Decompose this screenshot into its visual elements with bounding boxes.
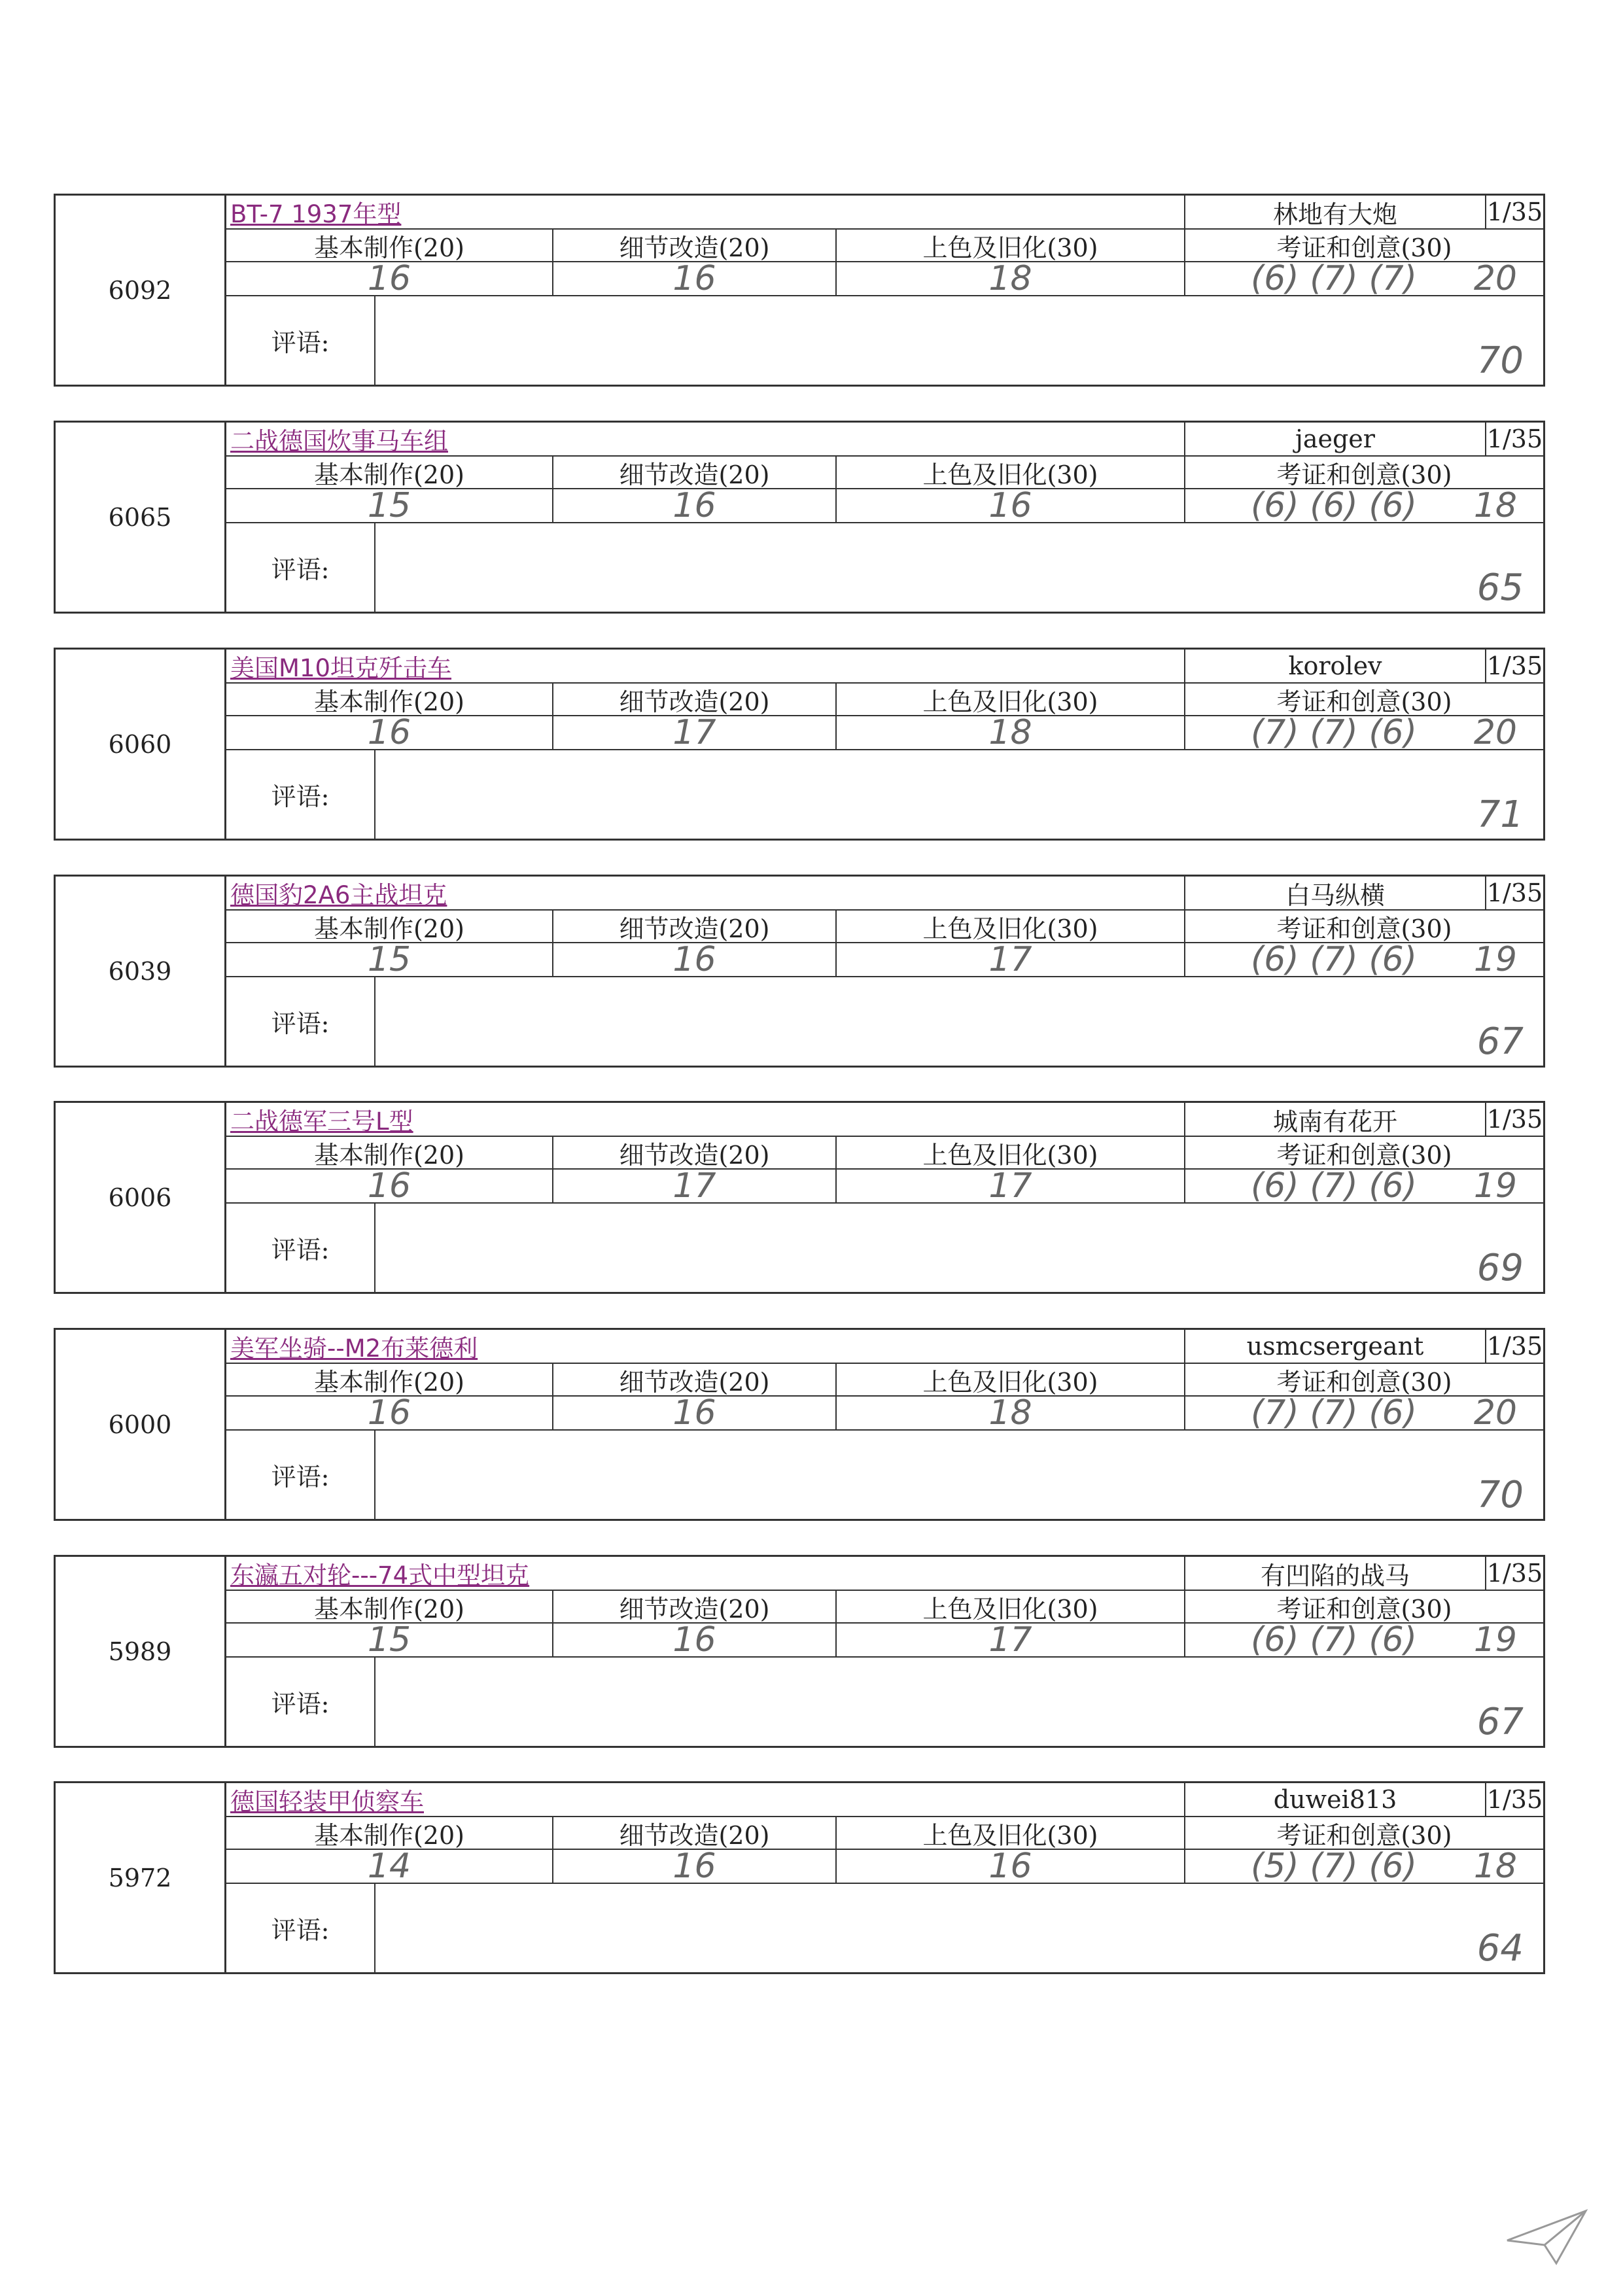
score-basic: 16	[226, 262, 553, 295]
header-detail: 细节改造(20)	[553, 457, 837, 488]
total-score: 64	[1476, 1927, 1524, 1970]
entry-id: 6039	[56, 877, 226, 1066]
score-paint: 17	[837, 1624, 1185, 1656]
total-score: 67	[1476, 1701, 1524, 1743]
score-research: 20	[1473, 1393, 1517, 1433]
score-basic: 15	[226, 1624, 553, 1656]
research-sub-scores: (6) (7) (6)	[1251, 1166, 1418, 1206]
header-paint: 上色及旧化(30)	[837, 1364, 1185, 1395]
model-scale: 1/35	[1486, 878, 1543, 907]
header-basic: 基本制作(20)	[226, 1137, 553, 1168]
model-title-link[interactable]: 美军坐骑--M2布莱德利	[226, 1330, 1185, 1363]
header-paint: 上色及旧化(30)	[837, 1591, 1185, 1622]
research-sub-scores: (7) (7) (6)	[1251, 1393, 1418, 1433]
model-scale: 1/35	[1486, 425, 1543, 453]
model-title-link[interactable]: 二战德国炊事马车组	[226, 423, 1185, 455]
score-paint: 17	[837, 1170, 1185, 1202]
score-paint: 18	[837, 716, 1185, 749]
entry-card	[54, 1101, 1545, 1294]
header-paint: 上色及旧化(30)	[837, 457, 1185, 488]
score-detail: 16	[553, 1624, 837, 1656]
score-detail: 16	[553, 489, 837, 522]
score-basic: 16	[226, 716, 553, 749]
score-basic: 15	[226, 943, 553, 976]
header-detail: 细节改造(20)	[553, 1817, 837, 1849]
model-scale: 1/35	[1486, 1559, 1543, 1588]
header-basic: 基本制作(20)	[226, 684, 553, 715]
comment-label: 评语:	[226, 977, 375, 1066]
model-title-link[interactable]: 美国M10坦克歼击车	[226, 650, 1185, 682]
model-scale: 1/35	[1486, 198, 1543, 226]
header-detail: 细节改造(20)	[553, 1137, 837, 1168]
author-name: 林地有大炮	[1185, 196, 1486, 228]
score-research: 18	[1473, 1847, 1517, 1886]
score-research-cell	[1185, 259, 1543, 298]
header-paint: 上色及旧化(30)	[837, 230, 1185, 261]
score-detail: 16	[553, 262, 837, 295]
total-score: 69	[1476, 1247, 1524, 1289]
author-name: korolev	[1185, 650, 1486, 682]
score-detail: 16	[553, 1397, 837, 1429]
header-paint: 上色及旧化(30)	[837, 911, 1185, 942]
entry-id: 5989	[56, 1557, 226, 1746]
entry-id: 5972	[56, 1783, 226, 1972]
model-title-link[interactable]: 二战德军三号L型	[226, 1103, 1185, 1136]
entry-card	[54, 421, 1545, 614]
entry-id: 6000	[56, 1330, 226, 1519]
score-research-cell	[1185, 486, 1543, 525]
score-detail: 17	[553, 1170, 837, 1202]
total-score: 71	[1476, 793, 1524, 836]
comment-label: 评语:	[226, 1204, 375, 1292]
score-detail: 16	[553, 943, 837, 976]
header-research: 考证和创意(30)	[1276, 1594, 1452, 1624]
score-research: 20	[1473, 259, 1517, 298]
score-research: 18	[1473, 486, 1517, 525]
model-scale: 1/35	[1486, 652, 1543, 680]
header-research: 考证和创意(30)	[1276, 1367, 1452, 1397]
comment-label: 评语:	[226, 1884, 375, 1972]
score-paint: 18	[837, 262, 1185, 295]
research-sub-scores: (6) (6) (6)	[1251, 486, 1418, 525]
header-basic: 基本制作(20)	[226, 911, 553, 942]
entry-card	[54, 1328, 1545, 1521]
score-research-cell	[1185, 940, 1543, 979]
header-detail: 细节改造(20)	[553, 230, 837, 261]
author-name: usmcsergeant	[1185, 1330, 1486, 1363]
entry-card	[54, 1555, 1545, 1748]
author-name: 白马纵横	[1185, 877, 1486, 909]
score-basic: 15	[226, 489, 553, 522]
research-sub-scores: (5) (7) (6)	[1251, 1847, 1418, 1886]
header-paint: 上色及旧化(30)	[837, 684, 1185, 715]
author-name: jaeger	[1185, 423, 1486, 455]
header-paint: 上色及旧化(30)	[837, 1137, 1185, 1168]
header-basic: 基本制作(20)	[226, 1817, 553, 1849]
research-sub-scores: (6) (7) (6)	[1251, 1620, 1418, 1660]
model-scale: 1/35	[1486, 1105, 1543, 1134]
score-paint: 16	[837, 1850, 1185, 1883]
author-name: 有凹陷的战马	[1185, 1557, 1486, 1590]
score-research: 19	[1473, 940, 1517, 979]
entry-card	[54, 1781, 1545, 1974]
comment-label: 评语:	[226, 1658, 375, 1746]
model-title-link[interactable]: BT-7 1937年型	[226, 196, 1185, 228]
comment-label: 评语:	[226, 523, 375, 612]
comment-label: 评语:	[226, 296, 375, 385]
score-paint: 17	[837, 943, 1185, 976]
entry-id: 6065	[56, 423, 226, 612]
header-detail: 细节改造(20)	[553, 911, 837, 942]
score-research-cell	[1185, 713, 1543, 752]
entry-card	[54, 648, 1545, 841]
model-title-link[interactable]: 东瀛五对轮---74式中型坦克	[226, 1557, 1185, 1590]
entry-card	[54, 875, 1545, 1068]
model-title-link[interactable]: 德国轻装甲侦察车	[226, 1783, 1185, 1816]
entry-card	[54, 194, 1545, 387]
total-score: 70	[1476, 1474, 1524, 1516]
total-score: 67	[1476, 1020, 1524, 1063]
score-basic: 14	[226, 1850, 553, 1883]
header-research: 考证和创意(30)	[1276, 1820, 1452, 1850]
header-detail: 细节改造(20)	[553, 684, 837, 715]
comment-label: 评语:	[226, 1431, 375, 1519]
score-paint: 18	[837, 1397, 1185, 1429]
score-research-cell	[1185, 1847, 1543, 1886]
score-research-cell	[1185, 1166, 1543, 1206]
header-basic: 基本制作(20)	[226, 457, 553, 488]
header-research: 考证和创意(30)	[1276, 1140, 1452, 1170]
header-research: 考证和创意(30)	[1276, 233, 1452, 262]
header-basic: 基本制作(20)	[226, 1364, 553, 1395]
header-paint: 上色及旧化(30)	[837, 1817, 1185, 1849]
entry-id: 6092	[56, 196, 226, 385]
header-basic: 基本制作(20)	[226, 230, 553, 261]
header-research: 考证和创意(30)	[1276, 460, 1452, 489]
score-detail: 17	[553, 716, 837, 749]
score-basic: 16	[226, 1397, 553, 1429]
research-sub-scores: (7) (7) (6)	[1251, 713, 1418, 752]
score-research-cell	[1185, 1620, 1543, 1660]
entry-id: 6006	[56, 1103, 226, 1292]
model-title-link[interactable]: 德国豹2A6主战坦克	[226, 877, 1185, 909]
model-scale: 1/35	[1486, 1332, 1543, 1361]
score-paint: 16	[837, 489, 1185, 522]
score-research-cell	[1185, 1393, 1543, 1433]
entry-id: 6060	[56, 650, 226, 839]
author-name: duwei813	[1185, 1783, 1486, 1816]
comment-label: 评语:	[226, 750, 375, 839]
header-research: 考证和创意(30)	[1276, 914, 1452, 943]
score-basic: 16	[226, 1170, 553, 1202]
research-sub-scores: (6) (7) (7)	[1251, 259, 1418, 298]
total-score: 65	[1476, 566, 1524, 609]
total-score: 70	[1476, 339, 1524, 382]
research-sub-scores: (6) (7) (6)	[1251, 940, 1418, 979]
score-research: 19	[1473, 1166, 1517, 1206]
score-research: 19	[1473, 1620, 1517, 1660]
paper-plane-logo-icon	[1504, 2204, 1589, 2270]
header-detail: 细节改造(20)	[553, 1591, 837, 1622]
header-basic: 基本制作(20)	[226, 1591, 553, 1622]
header-research: 考证和创意(30)	[1276, 687, 1452, 716]
score-research: 20	[1473, 713, 1517, 752]
model-scale: 1/35	[1486, 1785, 1543, 1814]
author-name: 城南有花开	[1185, 1103, 1486, 1136]
score-detail: 16	[553, 1850, 837, 1883]
header-detail: 细节改造(20)	[553, 1364, 837, 1395]
